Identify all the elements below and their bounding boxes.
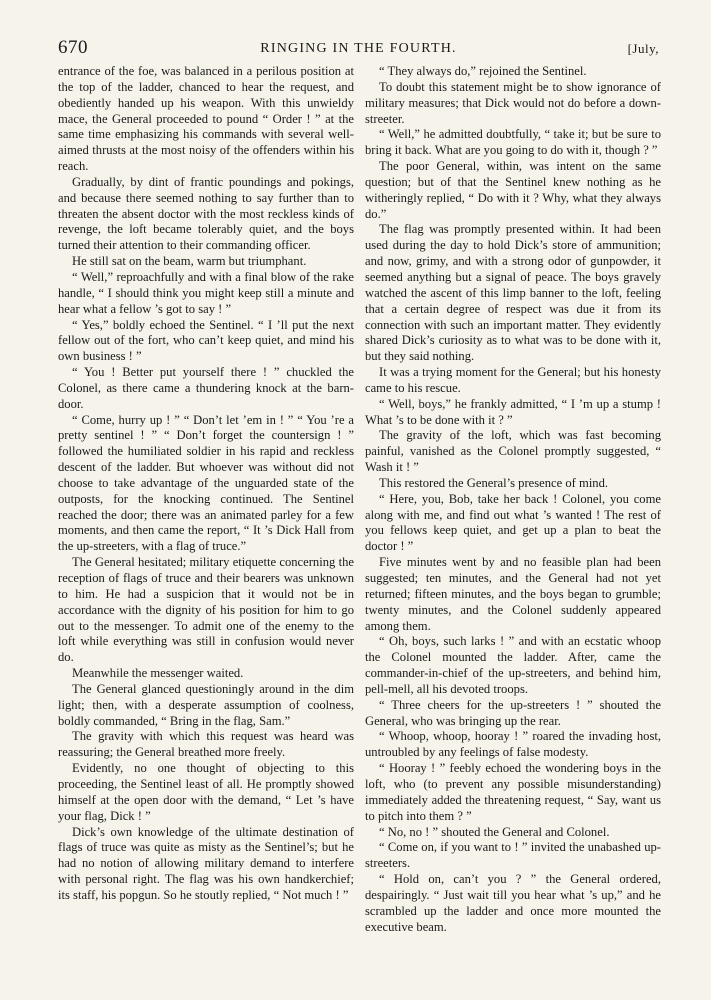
paragraph: “ They always do,” rejoined the Sentinel. xyxy=(379,64,587,78)
paragraph: It was a trying moment for the General; but his honesty came to his rescue. xyxy=(365,365,661,395)
paragraph: The gravity of the loft, which was fast becoming painful, vanished as the Colonel promptly suggested, “ Wash it ! ” xyxy=(365,428,661,475)
paragraph: The General glanced questioningly around in the dim light; then, with a desperate assumption of coolness, boldly commanded, “ Bring in the flag, Sam.” xyxy=(58,681,354,728)
paragraph: “ Three cheers for the up-streeters ! ” shouted the General, who was bringing up the rear. xyxy=(365,697,661,728)
issue-month: [July, xyxy=(627,41,659,56)
running-title: RINGING IN THE FOURTH. xyxy=(260,41,457,56)
paragraph: He still sat on the beam, warm but triumphant. xyxy=(72,254,307,269)
paragraph: Gradually, by dint of frantic poundings and pokings, and because there seemed nothing to say further than to threaten the absent doctor with the most reckless kinds of revenge, the loft became tolerably quiet, and the boys turned their attention to their commanding officer. xyxy=(58,174,354,253)
paragraph: Five minutes went by and no feasible plan had been suggested; ten minutes, and the General had not yet returned; fifteen minutes, and the boys began to grumble; twenty minutes, and the Colonel suddenly appeared among them. xyxy=(365,555,661,633)
right-column xyxy=(365,64,661,935)
paragraph: The flag was promptly presented within. It had been used during the day to hold Dick’s store of ammunition; and now, grimy, and with a strong odor of gunpowder, it seemed anything but a signal of peace. The boys gravely watched the ascent of this limp banner to the loft, feeling that a certain degree of respect was due it from its connection with such an important matter. They evidently shared Dick’s curiosity as to what was to be done with it, but they said nothing. xyxy=(365,222,661,364)
running-header xyxy=(58,37,659,59)
paragraph: The poor General, within, was intent on the same question; but of that the Sentinel knew nothing as he witheringly replied, “ Do with it ? Why, what they always do.” xyxy=(365,159,661,221)
paragraph: “ Oh, boys, such larks ! ” and with an ecstatic whoop the Colonel mounted the ladder. After, came the commander-in-chief of the up-streeters, and behind him, pell-mell, all his devoted troops. xyxy=(365,634,661,696)
paragraph: The General hesitated; military etiquette concerning the reception of flags of truce and their bearers was unknown to him. He had a suspicion that it would not be in accordance with the dignity of his position for him to go out to the messenger. To admit one of the enemy to the loft while everything was still in confusion would never do. xyxy=(58,555,354,665)
paragraph: “ Whoop, whoop, hooray ! ” roared the invading host, untroubled by any feelings of false modesty. xyxy=(365,729,661,760)
paragraph: “ You ! Better put yourself there ! ” chuckled the Colonel, as there came a thundering knock at the barn-door. xyxy=(58,365,354,411)
page-number: 670 xyxy=(58,37,88,58)
paragraph: “ Yes,” boldly echoed the Sentinel. “ I ’ll put the next fellow out of the fort, who can’t keep quiet, and mind his own business ! ” xyxy=(58,317,354,364)
paragraph: “ Come, hurry up ! ” “ Don’t let ’em in ! ” “ You ’re a pretty sentinel ! ” “ Don’t forget the countersign ! ” followed the humiliated soldier in his rapid and reckless descent of the ladder. But whoever was without did not choose to take advantage of the unguarded state of the outposts, for the knocking continued. The Sentinel reached the door; there was an animated parley for a few moments, and then came the report, “ It ’s Dick Hall from the up-streeters, with a flag of truce.” xyxy=(58,412,354,554)
left-column xyxy=(58,64,354,904)
paragraph: Meanwhile the messenger waited. xyxy=(72,666,244,681)
paragraph: “ Well,” reproachfully and with a final blow of the rake handle, “ I should think you might keep still a minute and hear what a fellow ’s got to say ! ” xyxy=(58,269,354,316)
paragraph: “ Hold on, can’t you ? ” the General ordered, despairingly. “ Just wait till you hear what ’s up,” and he scrambled up the ladder and once more mounted the executive beam. xyxy=(365,872,661,934)
paragraph: “ No, no ! ” shouted the General and Colonel. xyxy=(379,824,610,839)
paragraph: “ Well, boys,” he frankly admitted, “ I ’m up a stump ! What ’s to be done with it ? ” xyxy=(365,396,661,427)
paragraph: This restored the General’s presence of mind. xyxy=(379,475,609,490)
paragraph: To doubt this statement might be to show ignorance of military measures; that Dick would not do before a down-streeter. xyxy=(365,79,661,126)
paragraph: Dick’s own knowledge of the ultimate destination of flags of truce was quite as misty as the Sentinel’s; but he had no notion of allowing military demand to interfere with personal right. The flag was his own handkerchief; its staff, his popgun. So he stoutly replied, “ Not much ! ” xyxy=(58,824,354,902)
paragraph: “ Hooray ! ” feebly echoed the wondering boys in the loft, who (to prevent any possible misunderstanding) immediately added the threatening request, “ Say, want us to pitch into them ? ” xyxy=(365,761,661,823)
paragraph: “ Here, you, Bob, take her back ! Colonel, you come along with me, and find out what ’s wanted ! The rest of you fellows keep quiet, and get up a plan to beat the doctor ! ” xyxy=(365,491,661,554)
paragraph: Evidently, no one thought of objecting to this proceeding, the Sentinel least of all. He promptly showed himself at the open door with the demand, “ Let ’s have your flag, Dick ! ” xyxy=(58,761,354,823)
paragraph: entrance of the foe, was balanced in a perilous position at the top of the ladder, chanced to hear the request, and obediently handed up his weapon. With this unwieldy mace, the General proceeded to pound “ Order ! ” at the same time emphasizing his commands with several well-aimed thrusts at the most noisy of the offenders within his reach. xyxy=(58,64,354,174)
paragraph: “ Come on, if you want to ! ” invited the unabashed up-streeters. xyxy=(365,840,661,871)
paragraph: The gravity with which this request was heard was reassuring; the General breathed more freely. xyxy=(58,729,354,760)
paragraph: “ Well,” he admitted doubtfully, “ take it; but be sure to bring it back. What are you going to do with it, though ? ” xyxy=(365,127,661,158)
